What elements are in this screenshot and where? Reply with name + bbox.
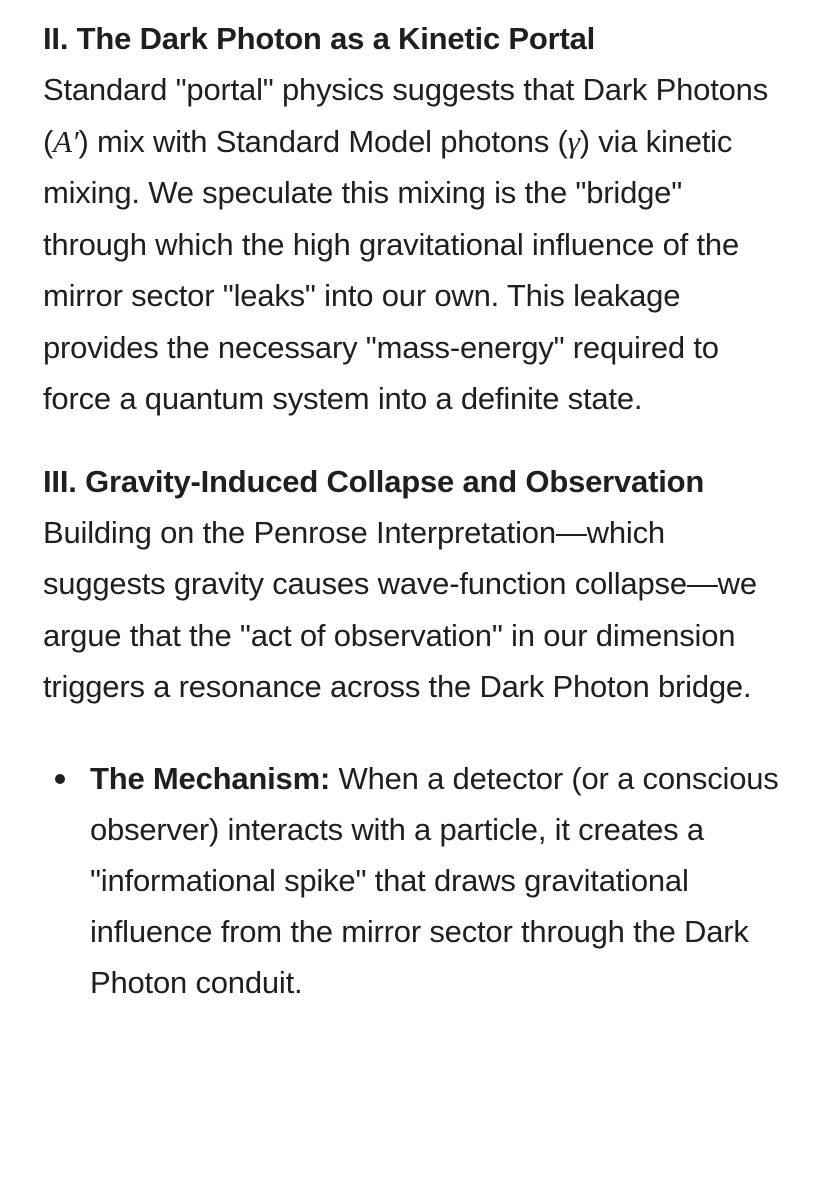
section-heading-kinetic-portal: II. The Dark Photon as a Kinetic Portal bbox=[43, 21, 596, 56]
paragraph-text: ) mix with Standard Model photons ( bbox=[78, 123, 568, 159]
paragraph-text: ) via kinetic mixing. We speculate this mixing is the "bridge" through which the high gravitational influence of the mirror sector "leaks" into our own. This leakage provides the necessary "mass-energy" required to force a quantum system into a definite state. bbox=[43, 123, 739, 416]
section-spacer bbox=[43, 713, 783, 753]
bullet-item-mechanism bbox=[43, 753, 783, 1008]
bullet-text: When a detector (or a conscious observer) interacts with a particle, it creates a "informational spike" that draws gravitational influence from the mirror sector through the Dark Photon conduit. bbox=[90, 760, 779, 1000]
section-spacer bbox=[43, 425, 783, 457]
math-photon-symbol: γ bbox=[567, 123, 580, 159]
paragraph-gravity-collapse: Building on the Penrose Interpretation—which suggests gravity causes wave-function collapse—we argue that the "act of observation" in our dimension triggers a resonance across the Dark Photon bridge. bbox=[43, 514, 757, 704]
math-dark-photon-symbol: A′ bbox=[53, 123, 79, 159]
section-heading-gravity-collapse: III. Gravity-Induced Collapse and Observation bbox=[43, 463, 705, 499]
bullet-list bbox=[43, 753, 783, 1008]
article-body bbox=[43, 14, 783, 1008]
bullet-dot-icon bbox=[55, 774, 65, 784]
paragraph-kinetic-portal bbox=[43, 64, 783, 425]
paragraph-text: Standard "portal" physics suggests that Dark Photons ( bbox=[43, 72, 769, 159]
bullet-label: The Mechanism: bbox=[90, 760, 331, 796]
